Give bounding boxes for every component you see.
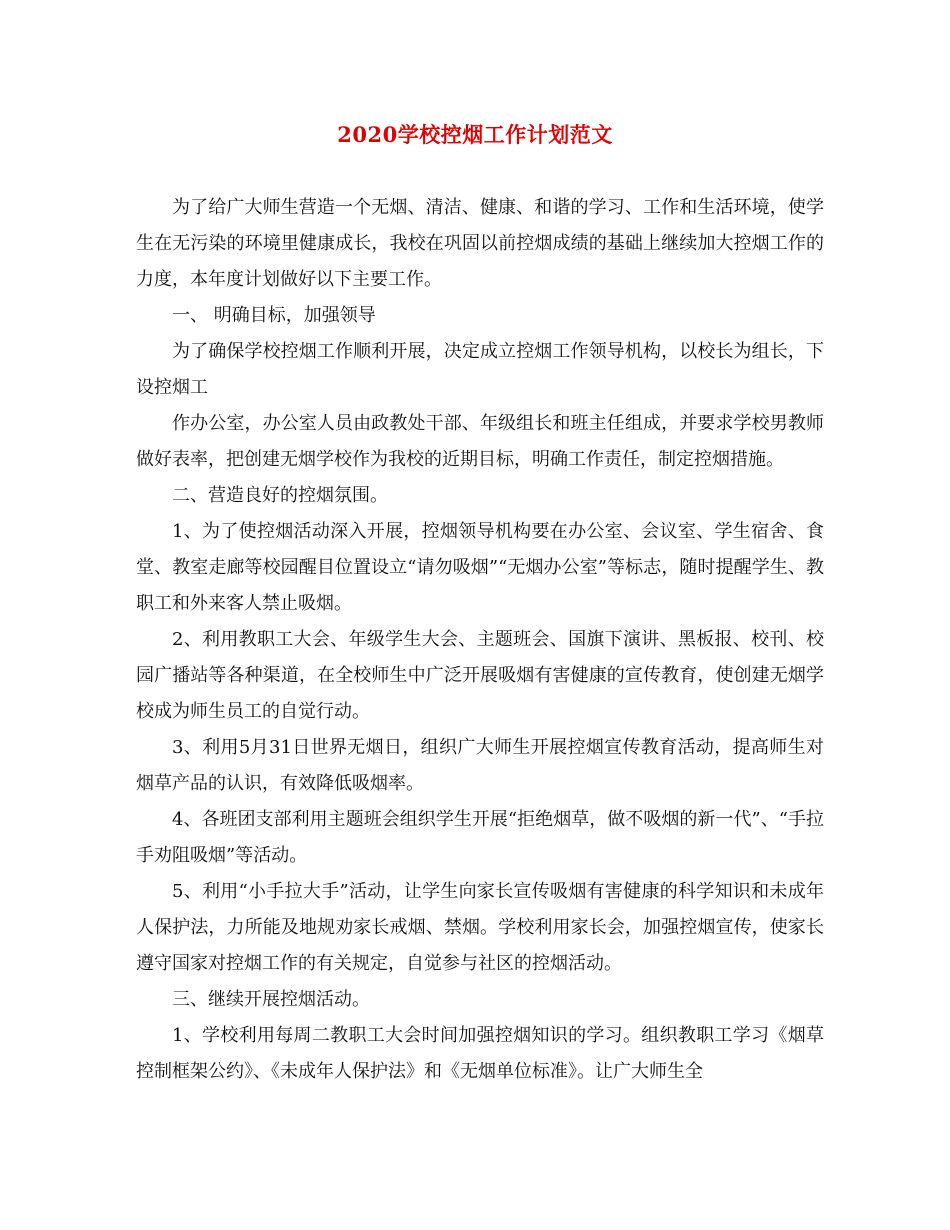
document-title: 2020学校控烟工作计划范文 <box>337 122 613 147</box>
list-item: 4、各班团支部利用主题班会组织学生开展“拒绝烟草，做不吸烟的新一代”、“手拉手劝阻吸烟”等活动。 <box>136 809 824 866</box>
section-heading-1: 一、 明确目标，加强领导 <box>172 305 376 326</box>
list-item: 1、为了使控烟活动深入开展，控烟领导机构要在办公室、会议室、学生宿舍、食堂、教室走廊等校园醒目位置设立“请勿吸烟”“无烟办公室”等标志，随时提醒学生、教职工和外来客人禁止吸烟。 <box>136 521 824 614</box>
paragraph: 为了确保学校控烟工作顺利开展，决定成立控烟工作领导机构，以校长为组长，下设控烟工 <box>136 341 824 398</box>
list-item: 2、利用教职工大会、年级学生大会、主题班会、国旗下演讲、黑板报、校刊、校园广播站等各种渠道，在全校师生中广泛开展吸烟有害健康的宣传教育，使创建无烟学校成为师生员工的自觉行动。 <box>136 629 824 722</box>
document-body <box>136 190 824 1090</box>
section-heading-3: 三、继续开展控烟活动。 <box>172 989 370 1010</box>
section-heading-2: 二、营造良好的控烟氛围。 <box>172 485 388 506</box>
list-item: 5、利用“小手拉大手”活动，让学生向家长宣传吸烟有害健康的科学知识和未成年人保护法，力所能及地规劝家长戒烟、禁烟。学校利用家长会，加强控烟宣传，使家长遵守国家对控烟工作的有关规定，自觉参与社区的控烟活动。 <box>136 881 824 974</box>
paragraph: 作办公室，办公室人员由政教处干部、年级组长和班主任组成，并要求学校男教师做好表率，把创建无烟学校作为我校的近期目标，明确工作责任，制定控烟措施。 <box>136 413 824 470</box>
paragraph-intro: 为了给广大师生营造一个无烟、清洁、健康、和谐的学习、工作和生活环境，使学生在无污染的环境里健康成长，我校在巩固以前控烟成绩的基础上继续加大控烟工作的力度，本年度计划做好以下主要工作。 <box>136 197 824 290</box>
list-item: 1、学校利用每周二教职工大会时间加强控烟知识的学习。组织教职工学习《烟草控制框架公约》、《未成年人保护法》和《无烟单位标准》。让广大师生全 <box>136 1025 824 1082</box>
list-item: 3、利用5月31日世界无烟日，组织广大师生开展控烟宣传教育活动，提高师生对烟草产品的认识，有效降低吸烟率。 <box>136 737 824 794</box>
